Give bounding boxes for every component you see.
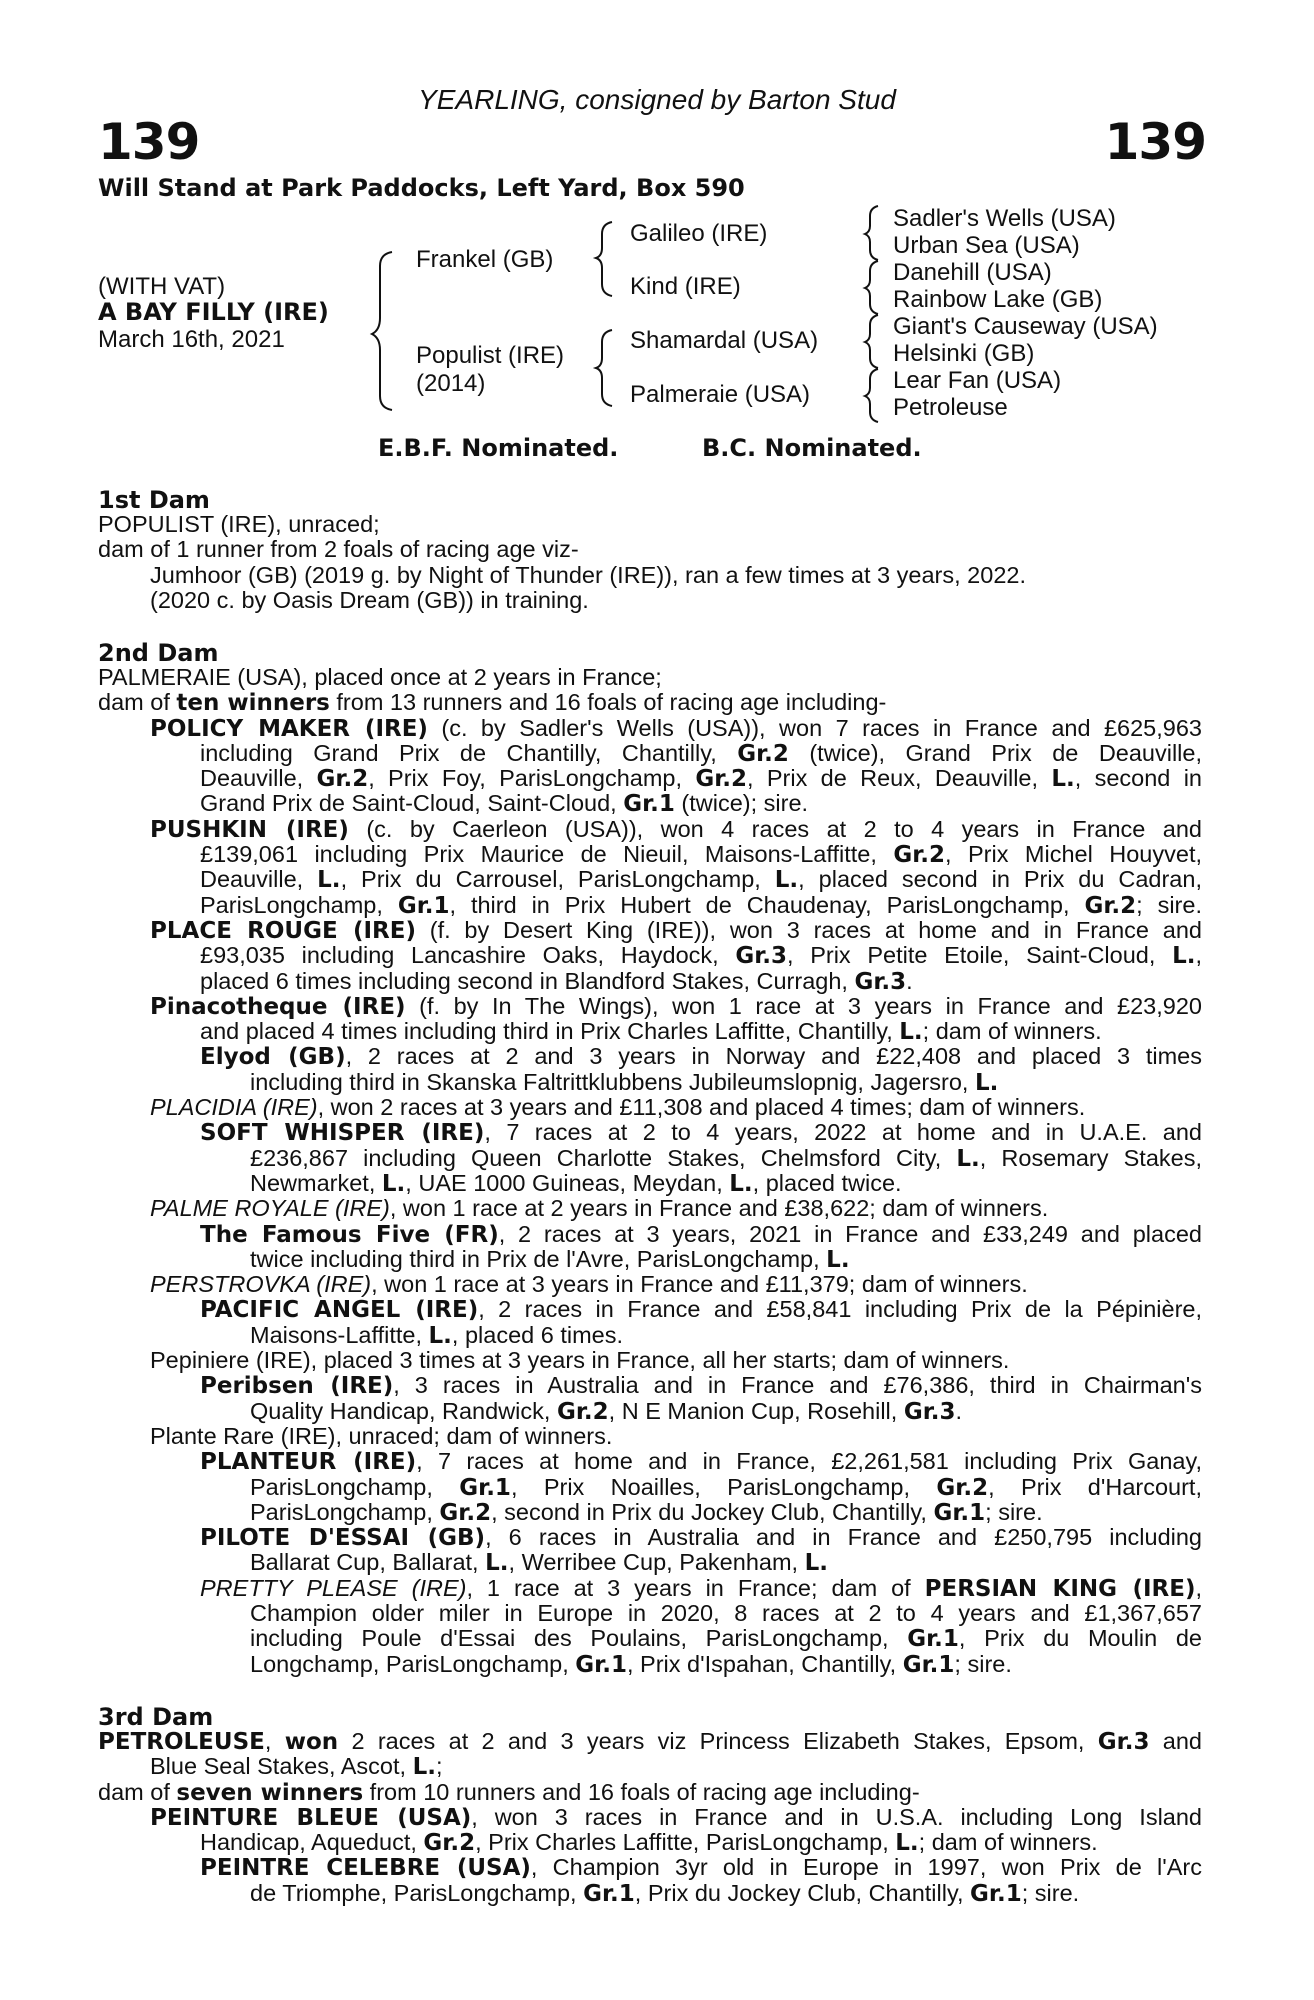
third-dam-heading: 3rd Dam — [98, 1703, 214, 1731]
stand-location: Will Stand at Park Paddocks, Left Yard, Box 590 — [98, 174, 745, 202]
lot-number-right: 139 — [1104, 113, 1206, 171]
gen4-2: Urban Sea (USA) — [893, 232, 1080, 259]
subject-foaled: March 16th, 2021 — [98, 326, 285, 353]
dam-year: (2014) — [416, 370, 486, 397]
bc-nominated: B.C. Nominated. — [702, 434, 922, 462]
gen4-7: Lear Fan (USA) — [893, 367, 1062, 394]
gen4-4: Rainbow Lake (GB) — [893, 286, 1103, 313]
subject-vat: (WITH VAT) — [98, 273, 226, 300]
subject-name: A BAY FILLY (IRE) — [98, 298, 329, 326]
gen4-3: Danehill (USA) — [893, 259, 1052, 286]
ebf-nominated: E.B.F. Nominated. — [378, 434, 619, 462]
sire-sire: Galileo (IRE) — [630, 220, 768, 247]
sire: Frankel (GB) — [416, 246, 554, 273]
gen4-1: Sadler's Wells (USA) — [893, 205, 1116, 232]
dam-dam: Palmeraie (USA) — [630, 381, 811, 408]
lot-number-left: 139 — [98, 113, 200, 171]
dam: Populist (IRE) — [416, 342, 565, 369]
third-dam-body: PETROLEUSE, won 2 races at 2 and 3 years viz Princess Elizabeth Stakes, Epsom, Gr.3 and Blue Seal Stakes, Ascot, L.; dam of seven winners from 10 runners and 16 foals of racing age including- PEINTURE BLEUE (USA), won 3 races in France and in U.S.A. including Long Island Handicap, Aqueduct, Gr.2, Prix Charles Laffitte, ParisLongchamp, L.; dam of winners. PEINTRE CELEBRE (USA), Champion 3yr old in Europe in 1997, won Prix de l'Arc de Triomphe, ParisLongchamp, Gr.1, Prix du Jockey Club, Chantilly, Gr.1; sire. — [98, 1728, 1202, 1907]
gen4-8: Petroleuse — [893, 394, 1008, 421]
dam-sire: Shamardal (USA) — [630, 327, 819, 354]
second-dam-heading: 2nd Dam — [98, 639, 219, 667]
first-dam-body: POPULIST (IRE), unraced; dam of 1 runner from 2 foals of racing age viz- Jumhoor (GB) (2019 g. by Night of Thunder (IRE)), ran a few times at 3 years, 2022. (2020 c. by Oasis Dream (GB)) in training. — [98, 511, 1026, 613]
gen4-6: Helsinki (GB) — [893, 340, 1035, 367]
header-title: YEARLING, consigned by Barton Stud — [418, 84, 896, 115]
gen4-5: Giant's Causeway (USA) — [893, 313, 1158, 340]
sire-dam: Kind (IRE) — [630, 273, 741, 300]
second-dam-body: PALMERAIE (USA), placed once at 2 years in France; dam of ten winners from 13 runners and 16 foals of racing age including- POLICY MAKER (IRE) (c. by Sadler's Wells (USA)), won 7 races in France and £625,963 including Grand Prix de Chantilly, Chantilly, Gr.2 (twice), Grand Prix de Deauville, Deauville, Gr.2, Prix Foy, ParisLongchamp, Gr.2, Prix de Reux, Deauville, L., second in Grand Prix de Saint-Cloud, Saint-Cloud, Gr.1 (twice); sire. PUSHKIN (IRE) (c. by Caerleon (USA)), won 4 races at 2 to 4 years in France and £139,061 including Prix Maurice de Nieuil, Maisons-Laffitte, Gr.2, Prix Michel Houyvet, Deauville, L., Prix du Carrousel, ParisLongchamp, L., placed second in Prix du Cadran, ParisLongchamp, Gr.1, third in Prix Hubert de Chaudenay, ParisLongchamp, Gr.2; sire. PLACE ROUGE (IRE) (f. by Desert King (IRE)), won 3 races at home and in France and £93,035 including Lancashire Oaks, Haydock, Gr.3, Prix Petite Etoile, Saint-Cloud, L., placed 6 times including second in Blandford Stakes, Curragh, Gr.3. Pinacotheque (IRE) (f. by In The Wings), won 1 race at 3 years in France and £23,920 and placed 4 times including third in Prix Charles Laffitte, Chantilly, L.; dam of winners. Elyod (GB), 2 races at 2 and 3 years in Norway and £22,408 and placed 3 times including third in Skanska Faltrittklubbens Jubileumslopnig, Jagersro, L. PLACIDIA (IRE), won 2 races at 3 years and £11,308 and placed 4 times; dam of winners. SOFT WHISPER (IRE), 7 races at 2 to 4 years, 2022 at home and in U.A.E. and £236,867 including Queen Charlotte Stakes, Chelmsford City, L., Rosemary Stakes, Newmarket, L., UAE 1000 Guineas, Meydan, L., placed twice. PALME ROYALE (IRE), won 1 race at 2 years in France and £38,622; dam of winners. The Famous Five (FR), 2 races at 3 years, 2021 in France and £33,249 and placed twice including third in Prix de l'Avre, ParisLongchamp, L. PERSTROVKA (IRE), won 1 race at 3 years in France and £11,379; dam of winners. PACIFIC ANGEL (IRE), 2 races in France and £58,841 including Prix de la Pépinière, Maisons-Laffitte, L., placed 6 times. Pepiniere (IRE), placed 3 times at 3 years in France, all her starts; dam of winners. Peribsen (IRE), 3 races in Australia and in France and £76,386, third in Chairman's Quality Handicap, Randwick, Gr.2, N E Manion Cup, Rosehill, Gr.3. Plante Rare (IRE), unraced; dam of winners. PLANTEUR (IRE), 7 races at home and in France, £2,261,581 including Prix Ganay, ParisLongchamp, Gr.1, Prix Noailles, ParisLongchamp, Gr.2, Prix d'Harcourt, ParisLongchamp, Gr.2, second in Prix du Jockey Club, Chantilly, Gr.1; sire. PILOTE D'ESSAI (GB), 6 races in Australia and in France and £250,795 including Ballarat Cup, Ballarat, L., Werribee Cup, Pakenham, L. PRETTY PLEASE (IRE), 1 race at 3 years in France; dam of PERSIAN KING (IRE), Champion older miler in Europe in 2020, 8 races at 2 to 4 years and £1,367,657 including Poule d'Essai des Poulains, ParisLongchamp, Gr.1, Prix du Moulin de Longchamp, ParisLongchamp, Gr.1, Prix d'Ispahan, Chantilly, Gr.1; sire. — [98, 664, 1203, 1678]
first-dam-heading: 1st Dam — [98, 486, 210, 514]
